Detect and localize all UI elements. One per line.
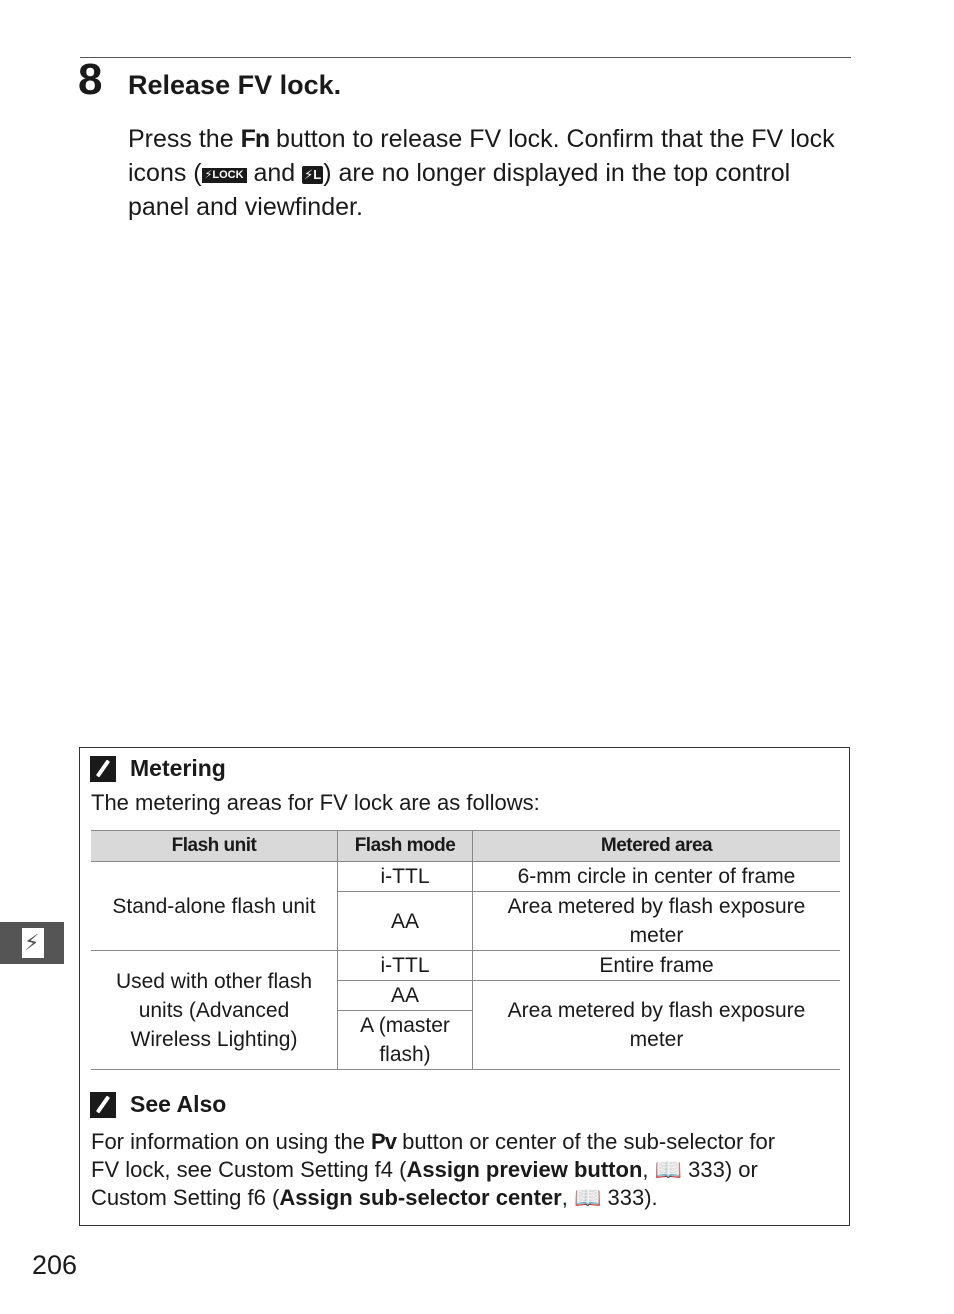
text: ,: [561, 1185, 574, 1210]
text: button or center of the sub-selector for: [395, 1129, 776, 1154]
step-line-3: panel and viewfinder.: [128, 193, 363, 221]
see-also-heading-text: See Also: [130, 1091, 227, 1117]
text: Press the: [128, 125, 241, 153]
header-flash-unit: Flash unit: [91, 831, 338, 862]
metering-table: [91, 830, 840, 1070]
cell-area: Area metered by flash exposure meter: [473, 892, 841, 951]
pencil-note-icon: [90, 1092, 116, 1118]
cell-area: Entire frame: [473, 951, 841, 981]
header-metered-area: Metered area: [473, 831, 841, 862]
flash-l-icon: ⚡L: [304, 167, 322, 182]
top-rule: [80, 57, 851, 58]
text: and: [246, 159, 303, 187]
cell-mode: AA: [338, 892, 473, 951]
flash-lock-icon: ⚡LOCK: [202, 168, 247, 183]
step-line-2: [128, 156, 858, 190]
chapter-tab: [0, 922, 64, 964]
see-also-line-2: [91, 1156, 775, 1184]
metering-heading-text: Metering: [130, 755, 226, 781]
flash-bolt-glyph: ⚡: [24, 930, 40, 955]
fn-button-label: Fn: [240, 125, 270, 153]
see-also-line-3: [91, 1184, 775, 1212]
step-body: [128, 122, 858, 224]
text: button to release FV lock. Confirm that the FV lock: [269, 125, 835, 153]
step-title: Release FV lock.: [128, 70, 342, 100]
text: icons (: [128, 159, 202, 187]
table-header-row: [91, 831, 840, 862]
cell-awl: Used with other flash units (Advanced Wireless Lighting): [91, 951, 338, 1070]
text: ,: [642, 1157, 655, 1182]
text: Custom Setting f6 (: [91, 1185, 280, 1210]
see-also-line-1: [91, 1128, 775, 1156]
text: 333).: [601, 1185, 658, 1210]
table-row: [91, 951, 840, 981]
see-also-heading: [90, 1091, 226, 1118]
cell-mode: AA: [338, 981, 473, 1011]
text: For information on using the: [91, 1129, 372, 1154]
step-line-1: [128, 122, 858, 156]
pv-button-label: Pv: [371, 1129, 396, 1154]
see-also-body: [91, 1128, 775, 1212]
table-row: [91, 862, 840, 892]
cell-area: 6-mm circle in center of frame: [473, 862, 841, 892]
page-number: 206: [32, 1250, 78, 1280]
text: 333) or: [682, 1157, 758, 1182]
metering-heading: [90, 755, 226, 782]
cell-standalone: Stand-alone flash unit: [91, 862, 338, 951]
text: FV lock, see Custom Setting f4 (: [91, 1157, 407, 1182]
cell-mode: A (master flash): [338, 1011, 473, 1070]
book-icon: 📖: [573, 1185, 602, 1210]
setting-assign-sub-selector: Assign sub-selector center: [279, 1185, 562, 1210]
cell-area: Area metered by flash exposure meter: [473, 981, 841, 1070]
cell-mode: i-TTL: [338, 951, 473, 981]
setting-assign-preview: Assign preview button: [406, 1157, 643, 1182]
header-flash-mode: Flash mode: [338, 831, 473, 862]
book-icon: 📖: [654, 1157, 683, 1182]
cell-mode: i-TTL: [338, 862, 473, 892]
step-number: 8: [78, 55, 103, 104]
text: ) are no longer displayed in the top control: [323, 159, 791, 187]
metering-intro: The metering areas for FV lock are as follows:: [91, 790, 540, 815]
pencil-note-icon: [90, 756, 116, 782]
